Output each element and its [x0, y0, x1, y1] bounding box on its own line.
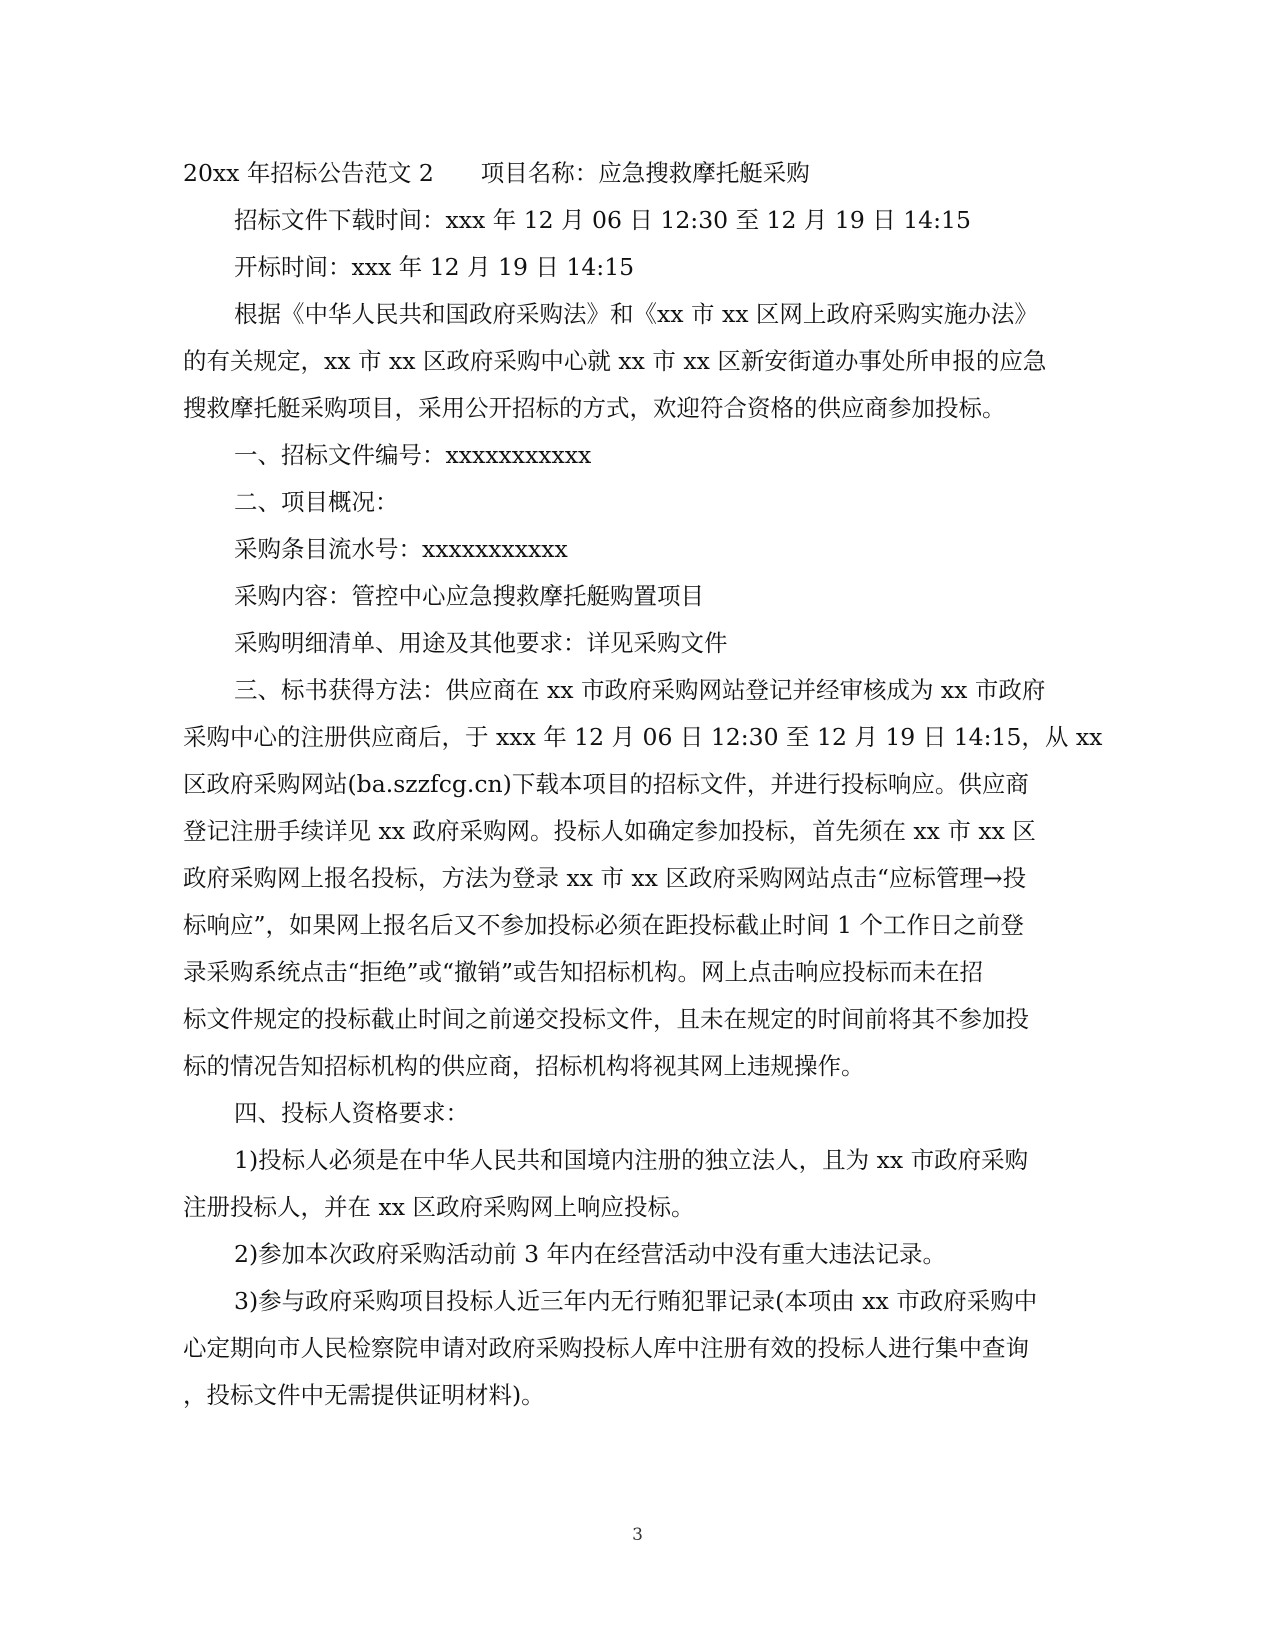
page-number: 3 — [632, 1525, 643, 1545]
text-line: 采购中心的注册供应商后，于 xxx 年 12 月 06 日 12:30 至 12 月 19 日 14:15，从 xx — [183, 723, 1103, 751]
text-line: 标文件规定的投标截止时间之前递交投标文件，且未在规定的时间前将其不参加投 — [183, 1005, 1029, 1033]
text-line: 注册投标人，并在 xx 区政府采购网上响应投标。 — [183, 1193, 695, 1221]
text-line: 标的情况告知招标机构的供应商，招标机构将视其网上违规操作。 — [183, 1052, 865, 1080]
section-2-heading: 二、项目概况： — [234, 488, 399, 516]
title-line: 20xx 年招标公告范文 2 项目名称：应急搜救摩托艇采购 — [183, 159, 810, 187]
text-line: 搜救摩托艇采购项目，采用公开招标的方式，欢迎符合资格的供应商参加投标。 — [183, 394, 1006, 422]
serial-number-line: 采购条目流水号：xxxxxxxxxxx — [234, 535, 568, 563]
section-3-paragraph — [183, 667, 1103, 1090]
section-1-heading: 一、招标文件编号：xxxxxxxxxxx — [234, 441, 592, 469]
text-line: 3)参与政府采购项目投标人近三年内无行贿犯罪记录(本项由 xx 市政府采购中 — [234, 1287, 1038, 1315]
text-line: 1)投标人必须是在中华人民共和国境内注册的独立法人，且为 xx 市政府采购 — [234, 1146, 1029, 1174]
text-line: 登记注册手续详见 xx 政府采购网。投标人如确定参加投标，首先须在 xx 市 xx 区 — [183, 817, 1036, 845]
requirement-3-paragraph — [183, 1278, 1088, 1419]
text-line: 录采购系统点击“拒绝”或“撤销”或告知招标机构。网上点击响应投标而未在招 — [183, 958, 984, 986]
text-line: 三、标书获得方法：供应商在 xx 市政府采购网站登记并经审核成为 xx 市政府 — [234, 676, 1046, 704]
text-line: 的有关规定，xx 市 xx 区政府采购中心就 xx 市 xx 区新安街道办事处所申报的应急 — [183, 347, 1047, 375]
requirements-line: 采购明细清单、用途及其他要求：详见采购文件 — [234, 629, 728, 657]
intro-paragraph — [183, 291, 1088, 432]
text-line: ，投标文件中无需提供证明材料)。 — [183, 1381, 545, 1409]
text-line: 根据《中华人民共和国政府采购法》和《xx 市 xx 区网上政府采购实施办法》 — [234, 300, 1038, 328]
purchase-content-line: 采购内容：管控中心应急搜救摩托艇购置项目 — [234, 582, 704, 610]
text-line: 政府采购网上报名投标，方法为登录 xx 市 xx 区政府采购网站点击“应标管理→投 — [183, 864, 1027, 892]
text-line: 心定期向市人民检察院申请对政府采购投标人库中注册有效的投标人进行集中查询 — [183, 1334, 1029, 1362]
text-line: 标响应”，如果网上报名后又不参加投标必须在距投标截止时间 1 个工作日之前登 — [183, 911, 1024, 939]
requirement-1-paragraph — [183, 1137, 1088, 1231]
requirement-2-line: 2)参加本次政府采购活动前 3 年内在经营活动中没有重大违法记录。 — [234, 1240, 947, 1268]
opening-time-line: 开标时间：xxx 年 12 月 19 日 14:15 — [234, 253, 635, 281]
section-4-heading: 四、投标人资格要求： — [234, 1099, 469, 1127]
document-body — [183, 150, 1103, 1419]
text-line: 区政府采购网站(ba.szzfcg.cn)下载本项目的招标文件，并进行投标响应。供应商 — [183, 770, 1029, 798]
download-time-line: 招标文件下载时间：xxx 年 12 月 06 日 12:30 至 12 月 19 日 14:15 — [234, 206, 971, 234]
